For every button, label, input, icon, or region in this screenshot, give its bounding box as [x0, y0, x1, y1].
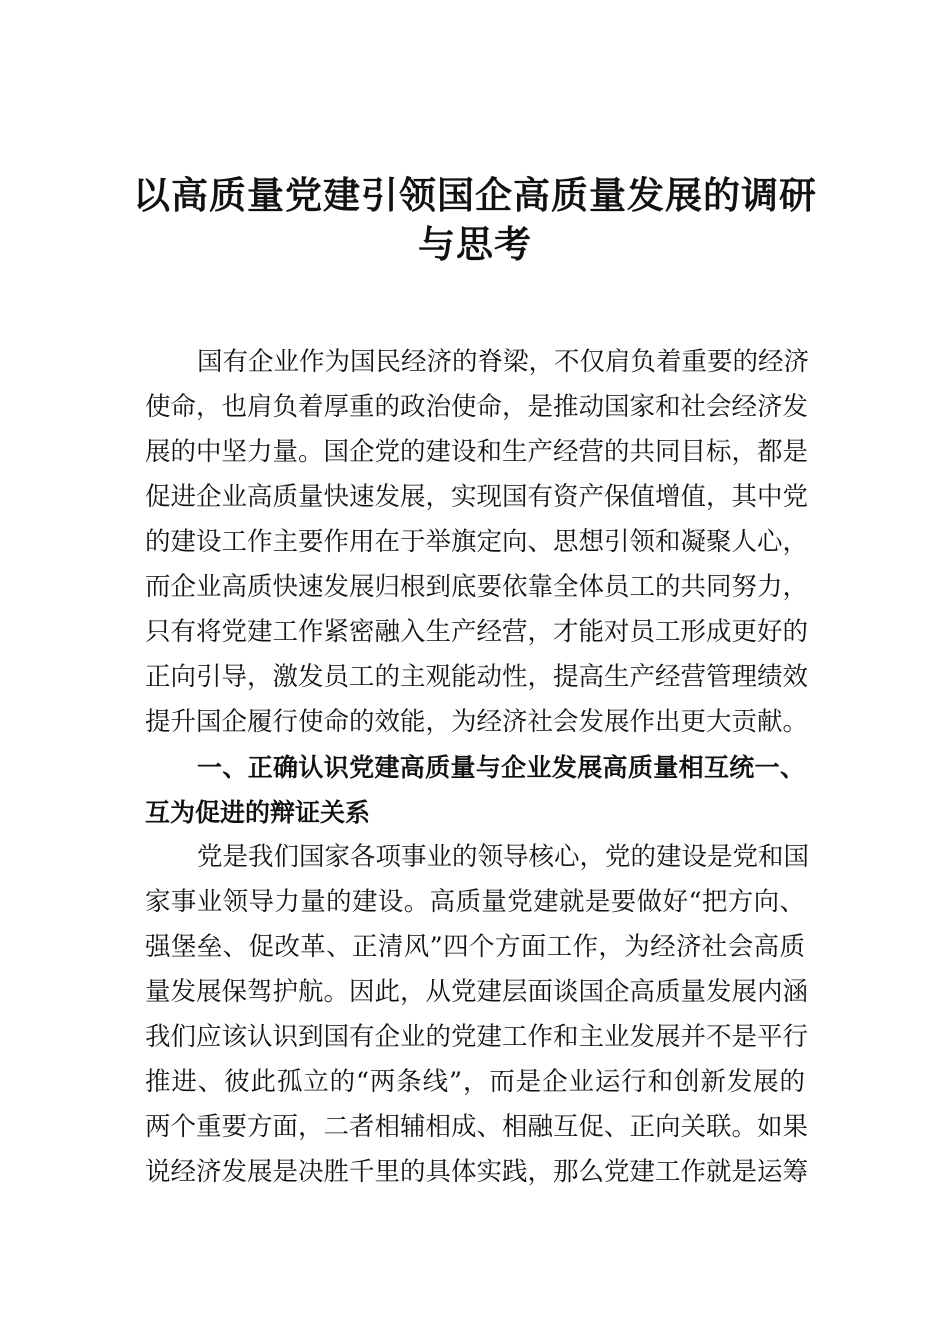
paragraph-1-line: 提升国企履行使命的效能，为经济社会发展作出更大贡献。: [145, 707, 809, 737]
paragraph-2-line: 家事业领导力量的建设。高质量党建就是要做好“把方向、: [145, 887, 805, 917]
paragraph-1-line: 促进企业高质量快速发展，实现国有资产保值增值，其中党: [145, 482, 809, 512]
paragraph-1-line: 正向引导，激发员工的主观能动性，提高生产经营管理绩效: [145, 662, 809, 692]
paragraph-2-line: 党是我们国家各项事业的领导核心，党的建设是党和国: [197, 842, 810, 872]
document-title-line-1: 以高质量党建引领国企高质量发展的调研: [133, 173, 817, 217]
paragraph-2-line: 两个重要方面，二者相辅相成、相融互促、正向关联。如果: [145, 1112, 809, 1142]
paragraph-1-line: 国有企业作为国民经济的脊梁，不仅肩负着重要的经济: [197, 347, 810, 377]
paragraph-1-line: 使命，也肩负着厚重的政治使命，是推动国家和社会经济发: [145, 392, 809, 422]
section-heading-line: 一、正确认识党建高质量与企业发展高质量相互统一、: [197, 753, 805, 782]
paragraph-1-line: 只有将党建工作紧密融入生产经营，才能对员工形成更好的: [145, 617, 809, 647]
paragraph-2-line: 说经济发展是决胜千里的具体实践，那么党建工作就是运筹: [145, 1157, 809, 1187]
paragraph-2-line: 推进、彼此孤立的“两条线”，而是企业运行和创新发展的: [145, 1067, 805, 1097]
paragraph-1-line: 的建设工作主要作用在于举旗定向、思想引领和凝聚人心，: [145, 527, 809, 557]
paragraph-2-line: 量发展保驾护航。因此，从党建层面谈国企高质量发展内涵: [145, 977, 809, 1007]
section-heading-line: 互为促进的辩证关系: [145, 798, 371, 827]
document-title-line-2: 与思考: [418, 222, 532, 266]
paragraph-2-line: 强堡垒、促改革、正清风”四个方面工作，为经济社会高质: [145, 932, 805, 962]
paragraph-1-line: 而企业高质快速发展归根到底要依靠全体员工的共同努力，: [145, 572, 809, 602]
paragraph-1-line: 展的中坚力量。国企党的建设和生产经营的共同目标，都是: [145, 437, 809, 467]
paragraph-2-line: 我们应该认识到国有企业的党建工作和主业发展并不是平行: [145, 1022, 809, 1052]
